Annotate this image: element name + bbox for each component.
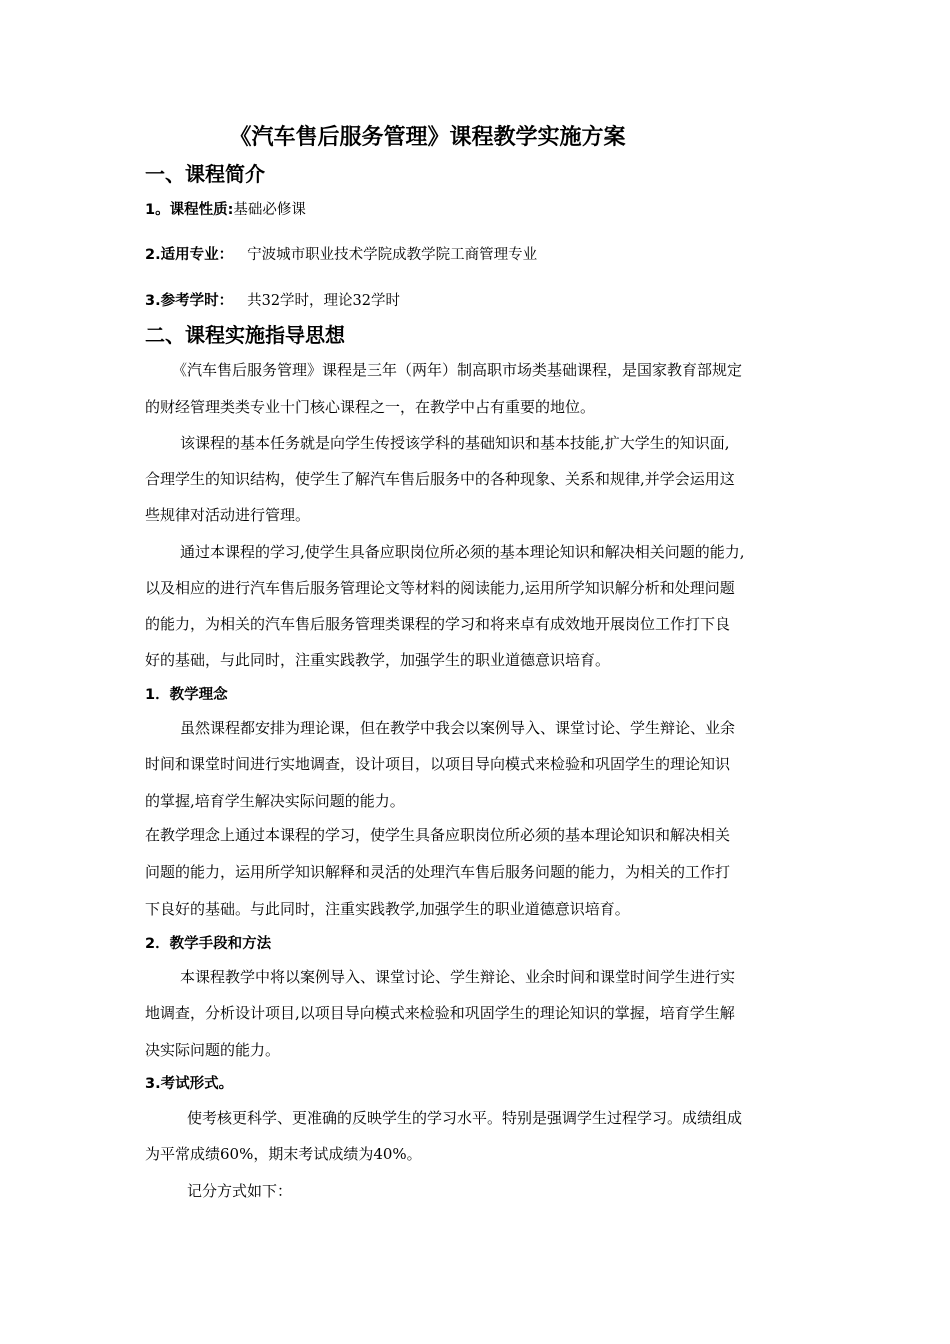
course-nature-value: 基础必修课 [233,202,306,218]
reference-hours-item [145,289,400,313]
paragraph-line: 该课程的基本任务就是向学生传授该学科的基础知识和基本技能,扩大学生的知识面, [180,434,730,452]
paragraph-line: 好的基础，与此同时，注重实践教学，加强学生的职业道德意识培育。 [145,651,611,669]
paragraph-line: 地调查，分析设计项目,以项目导向模式来检验和巩固学生的理论知识的掌握，培育学生解 [145,1004,735,1022]
document-title: 《汽车售后服务管理》课程教学实施方案 [229,125,626,150]
paragraph-line: 的掌握,培育学生解决实际问题的能力。 [145,792,405,810]
paragraph-line: 的财经管理类类专业十门核心课程之一，在教学中占有重要的地位。 [145,398,596,416]
paragraph-line: 通过本课程的学习,使学生具备应职岗位所必须的基本理论知识和解决相关问题的能力, [180,543,745,561]
paragraph-line: 《汽车售后服务管理》课程是三年（两年）制高职市场类基础课程，是国家教育部规定 [172,361,743,379]
section-heading-guiding-ideas: 二、课程实施指导思想 [145,323,345,347]
paragraph-line: 使考核更科学、更准确的反映学生的学习水平。特别是强调学生过程学习。成绩组成 [187,1109,743,1127]
paragraph-line: 虽然课程都安排为理论课，但在教学中我会以案例导入、课堂讨论、学生辩论、业余 [180,719,736,737]
subheading-teaching-methods: 2．教学手段和方法 [145,936,272,952]
paragraph-line: 的能力，为相关的汽车售后服务管理类课程的学习和将来卓有成效地开展岗位工作打下良 [145,615,731,633]
paragraph-line: 以及相应的进行汽车售后服务管理论文等材料的阅读能力,运用所学知识解分析和处理问题 [145,579,735,597]
reference-hours-label: 3.参考学时： [145,293,234,309]
applicable-major-label: 2.适用专业： [145,247,234,263]
paragraph-line: 时间和课堂时间进行实地调查，设计项目，以项目导向模式来检验和巩固学生的理论知识 [145,755,731,773]
paragraph-line: 问题的能力，运用所学知识解释和灵活的处理汽车售后服务问题的能力，为相关的工作打 [145,863,731,881]
paragraph-line: 合理学生的知识结构，使学生了解汽车售后服务中的各种现象、关系和规律,并学会运用这 [145,470,735,488]
subheading-exam-format: 3.考试形式。 [145,1076,234,1092]
paragraph-line: 记分方式如下： [187,1182,293,1200]
course-nature-item [145,198,306,222]
paragraph-line: 些规律对活动进行管理。 [145,506,311,524]
paragraph-line: 本课程教学中将以案例导入、课堂讨论、学生辩论、业余时间和课堂时间学生进行实 [180,968,736,986]
paragraph-line: 决实际问题的能力。 [145,1041,281,1059]
section-heading-course-intro: 一、课程简介 [145,162,265,186]
course-nature-label: 1。课程性质: [145,202,234,218]
paragraph-line: 为平常成绩60%，期末考试成绩为40%。 [145,1145,422,1163]
subheading-teaching-philosophy: 1．教学理念 [145,687,228,703]
paragraph-line: 下良好的基础。与此同时，注重实践教学,加强学生的职业道德意识培育。 [145,900,630,918]
applicable-major-value: 宁波城市职业技术学院成教学院工商管理专业 [247,247,538,263]
applicable-major-item [145,243,537,267]
paragraph-line: 在教学理念上通过本课程的学习，使学生具备应职岗位所必须的基本理论知识和解决相关 [145,826,731,844]
reference-hours-value: 共32学时，理论32学时 [247,293,401,309]
